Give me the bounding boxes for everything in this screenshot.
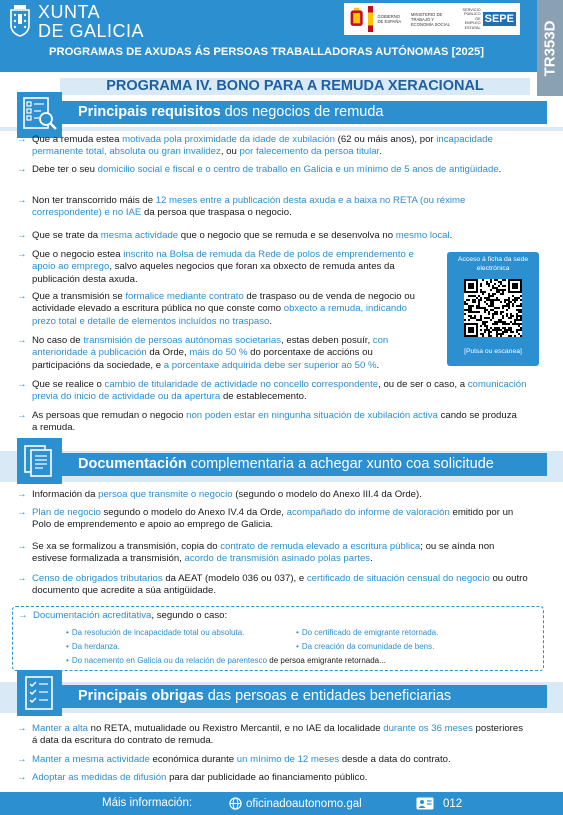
- gov-text: GOBIERNO DE ESPAÑA: [377, 14, 402, 24]
- sub-item-incapacity: • Da resolución de incapacidade total ou absoluta.: [66, 628, 245, 637]
- qr-code-icon[interactable]: [464, 279, 522, 337]
- footer-phone[interactable]: [416, 797, 462, 810]
- sub-item-birth: • Do nacemento en Galicia ou da relación de parentesco de persoa emigrante retornada...: [66, 656, 386, 665]
- bullet-dot-icon: •: [66, 628, 69, 637]
- procedure-code-text: TR353D: [541, 20, 559, 76]
- arrow-icon: →: [17, 195, 27, 206]
- sub-item-inheritance: • Da herdanza.: [66, 642, 120, 651]
- phone-contact-icon: [416, 797, 434, 810]
- footer-phone-text: 012: [443, 797, 463, 810]
- footer-web-text: oficinadoautonomo.gal: [246, 797, 362, 810]
- arrow-icon: →: [17, 489, 27, 500]
- qr-foot: [Pulsa ou escanea]: [464, 348, 522, 355]
- requirement-item: → Que se trate da mesma actividade que o negocio que se remuda e se desenvolva no mesmo local.: [17, 230, 453, 241]
- obligation-item: → Manter a alta no RETA, mutualidade ou Rexistro Mercantil, e no IAE da localidade durante os 36 meses posteriores á data da escritura do contrato de remuda.: [17, 723, 523, 747]
- arrow-icon: →: [17, 754, 27, 765]
- arrow-icon: →: [17, 134, 27, 145]
- globe-icon: [229, 797, 242, 810]
- arrow-icon: →: [17, 230, 27, 241]
- accreditation-title: [18, 610, 227, 622]
- documentation-item: → Plan de negocio segundo o modelo do Anexo IV.4 da Orde, acompañado do informe de valoración emitido por un Polo de emprendemento e apoio ao emprego de Galicia.: [17, 507, 514, 531]
- obligations-icon-box: [17, 670, 62, 716]
- accreditation-title-hl: Documentación acreditativa: [33, 610, 152, 621]
- requirement-item: → Que a remuda estea motivada pola proximidade da idade de xubilación (62 ou máis anos), por incapacidade permanente total, absoluta ou gran invalidez, ou por falecemento da persoa titular.: [17, 134, 493, 158]
- qr-access-box[interactable]: [447, 252, 539, 366]
- documentation-item: → Se xa se formalizou a transmisión, copia do contrato de remuda elevado a escritura pública; ou se aínda non estivese formalizada a transmisión, acordo de transmisión asinado polas partes.: [17, 541, 495, 565]
- sepe-logo: SEPE: [484, 13, 514, 25]
- arrow-icon: →: [17, 291, 27, 302]
- arrow-icon: →: [17, 573, 27, 584]
- documents-icon: [21, 442, 59, 480]
- requirements-title-bold: Principais requisitos: [78, 104, 221, 120]
- requirement-item: → Que se realice o cambio de titularidade de actividade no concello correspondente, ou de ser o caso, a comunicación previa do inicio de actividade ou da apertura de establecemento.: [17, 379, 527, 403]
- obligations-banner: [60, 685, 547, 708]
- qr-label: Acceso á ficha da sede electrónica: [457, 256, 529, 272]
- footer-bar: [0, 792, 563, 815]
- obligations-title-rest: das persoas e entidades beneficiarias: [203, 688, 452, 704]
- requirement-item: → No caso de transmisión de persoas autónomas societarias, estas deben posuír, con anterioridade á publicación da Orde, máis do 50 % do porcentaxe de accións ou participacións da sociedade, e a porcentaxe adquirida debe ser superior ao 50 %.: [17, 335, 389, 371]
- footer-web-link[interactable]: [229, 797, 362, 810]
- ministry-logos: [344, 3, 520, 35]
- program-title: PROGRAMA IV. BONO PARA A REMUDA XERACIONAL: [60, 78, 530, 95]
- arrow-icon: →: [17, 379, 27, 390]
- arrow-icon: →: [17, 164, 27, 175]
- obligation-item: → Manter a mesma actividade económica durante un mínimo de 12 meses desde a data do contrato.: [17, 754, 451, 765]
- arrow-icon: →: [17, 335, 27, 346]
- requirements-title-rest: dos negocios de remuda: [220, 104, 384, 120]
- documentation-icon-box: [17, 438, 62, 484]
- documentation-title-rest: complementaria a achegar xunto coa solicitude: [186, 456, 494, 472]
- header-title: PROGRAMAS DE AXUDAS ÁS PERSOAS TRABALLADORAS AUTÓNOMAS [2025]: [49, 46, 484, 58]
- arrow-icon: →: [17, 541, 27, 552]
- checklist-search-icon: [21, 96, 59, 134]
- bullet-dot-icon: •: [296, 642, 299, 651]
- arrow-icon: →: [17, 772, 27, 783]
- brand-line-1: XUNTA: [38, 2, 101, 22]
- accreditation-box: [12, 606, 544, 671]
- sub-item-community: • Da creación da comunidade de bens.: [296, 642, 435, 651]
- documentation-title-bold: Documentación: [78, 456, 187, 472]
- requirement-item: → Que a transmisión se formalice mediante contrato de traspaso ou de venda de negocio ou actividade elevado a escritura pública no que conste como obxecto a remuda, indicando prezo total e detalle de elementos incluídos no traspaso.: [17, 291, 415, 327]
- arrow-icon: →: [17, 507, 27, 518]
- documentation-banner: [60, 453, 547, 476]
- obligation-item: → Adoptar as medidas de difusión para dar publicidade ao financiamento público.: [17, 772, 368, 783]
- requirement-item: → Que o negocio estea inscrito na Bolsa de remuda da Rede de polos de emprendemento e apoio ao emprego, salvo aqueles negocios que foran xa obxecto de remuda antes da publicación desta axuda.: [17, 249, 414, 285]
- ministry-text: MINISTERIO DE TRABAJO Y ECONOMÍA SOCIAL: [410, 11, 450, 27]
- galicia-crest-icon: [8, 5, 32, 37]
- documentation-item: → Censo de obrigados tributarios da AEAT (modelo 036 ou 037), e certificado de situación censual do negocio ou outro documento que acredite a súa antigüidade.: [17, 573, 528, 597]
- spain-flag-bar: [368, 6, 373, 32]
- requirement-item: → Non ter transcorrido máis de 12 meses entre a publicación desta axuda e a baixa no RETA (ou réxime correspondente) e no IAE da persoa que traspasa o negocio.: [17, 195, 466, 219]
- checklist-icon: [21, 674, 59, 712]
- obligations-title-bold: Principais obrigas: [78, 688, 204, 704]
- accreditation-title-rest: , segundo o caso:: [151, 610, 228, 621]
- bullet-dot-icon: •: [66, 656, 69, 665]
- sub-item-emigrant-cert: • Do certificado de emigrante retornada.: [296, 628, 439, 637]
- arrow-icon: →: [17, 410, 27, 421]
- procedure-code: [537, 0, 563, 96]
- arrow-icon: →: [17, 249, 27, 260]
- sepe-full-name: SERVICIO PÚBLICO DE EMPLEO ESTATAL: [462, 7, 481, 30]
- requirements-icon-box: [17, 92, 62, 138]
- documentation-item: → Información da persoa que transmite o negocio (segundo o modelo do Anexo III.4 da Orde).: [17, 489, 422, 500]
- arrow-icon: →: [17, 723, 27, 734]
- spain-crest-icon: [348, 6, 365, 32]
- header-bar: [0, 0, 563, 72]
- requirement-item: → As persoas que remudan o negocio non poden estar en ningunha situación de xubilación activa cando se produza a remuda.: [17, 410, 517, 434]
- brand-line-2: DE GALICIA: [38, 21, 145, 41]
- bullet-dot-icon: •: [66, 642, 69, 651]
- band-requirements: [0, 127, 563, 131]
- requirements-banner: [60, 101, 547, 124]
- bullet-dot-icon: •: [296, 628, 299, 637]
- requirement-item: → Debe ter o seu domicilio social e fiscal e o centro de traballo en Galicia e un mínimo de 5 anos de antigüidade.: [17, 164, 502, 175]
- arrow-icon: →: [18, 610, 28, 621]
- footer-label: Máis información:: [102, 797, 193, 809]
- xunta-logo: [8, 3, 144, 41]
